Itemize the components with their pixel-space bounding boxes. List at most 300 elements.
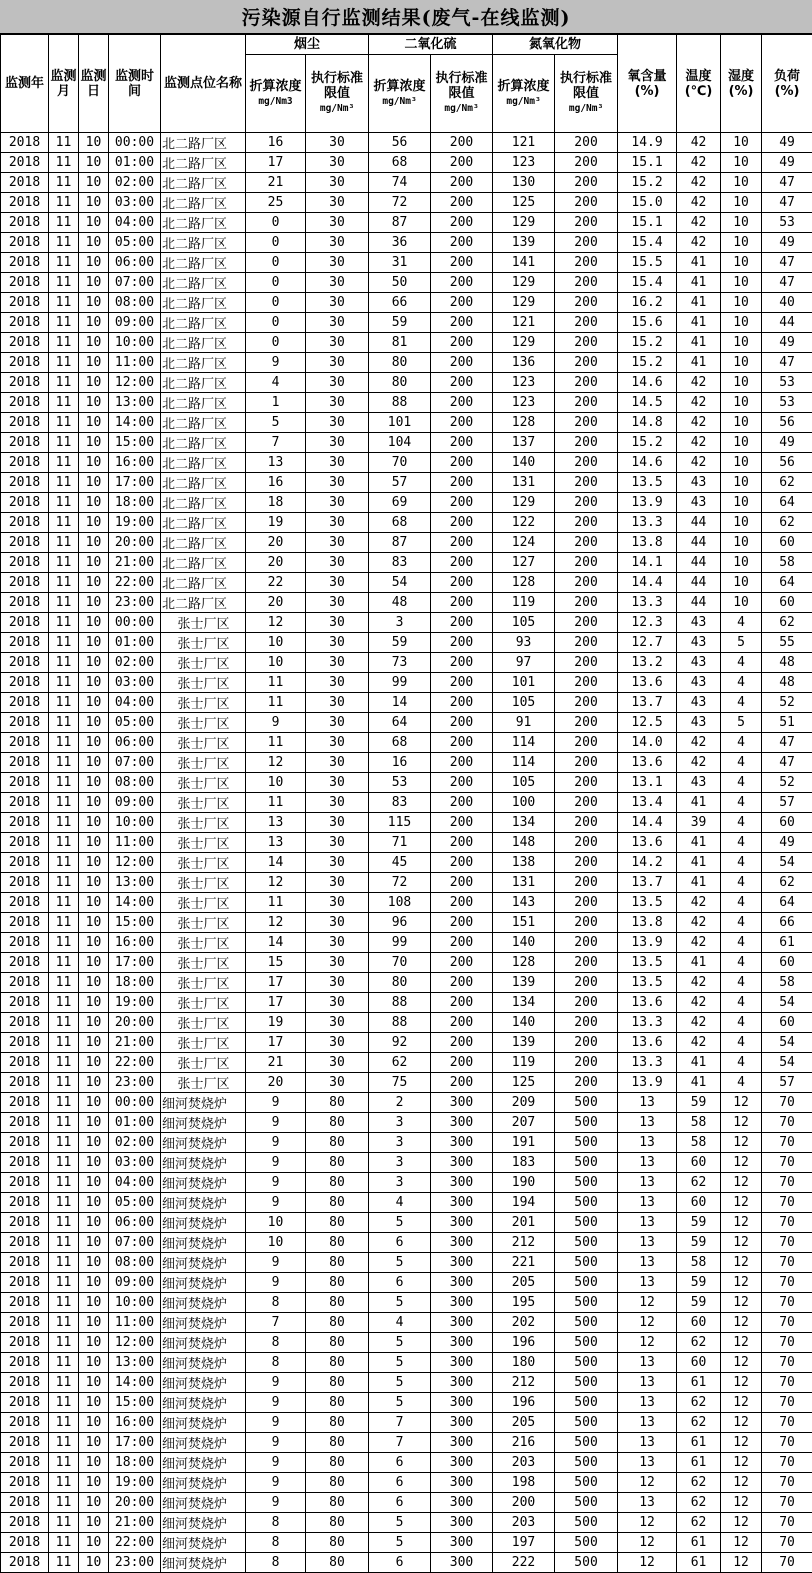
cell-temperature: 41	[677, 953, 721, 973]
cell-dust-conc: 11	[246, 733, 306, 753]
cell-dust-conc: 11	[246, 893, 306, 913]
cell-nox-limit: 200	[555, 253, 618, 273]
cell-nox-conc: 129	[493, 273, 555, 293]
cell-nox-limit: 200	[555, 153, 618, 173]
table-row	[1, 593, 812, 613]
cell-load: 62	[762, 873, 812, 893]
cell-so2-limit: 200	[431, 213, 493, 233]
cell-nox-limit: 500	[555, 1553, 618, 1573]
cell-load: 70	[762, 1133, 812, 1153]
cell-time: 10:00	[109, 813, 161, 833]
cell-so2-limit: 300	[431, 1373, 493, 1393]
cell-dust-conc: 9	[246, 1153, 306, 1173]
cell-year: 2018	[1, 213, 49, 233]
cell-nox-conc: 129	[493, 213, 555, 233]
cell-site: 张士厂区	[161, 873, 246, 893]
cell-humidity: 4	[721, 953, 762, 973]
cell-time: 05:00	[109, 233, 161, 253]
cell-site: 细河焚烧炉	[161, 1153, 246, 1173]
header-group-so2: 二氧化硫	[369, 35, 493, 55]
cell-oxygen: 12	[618, 1513, 677, 1533]
cell-month: 11	[49, 1273, 79, 1293]
cell-humidity: 4	[721, 673, 762, 693]
cell-so2-conc: 68	[369, 733, 431, 753]
cell-dust-conc: 16	[246, 133, 306, 153]
cell-dust-conc: 9	[246, 1113, 306, 1133]
cell-humidity: 4	[721, 1013, 762, 1033]
cell-dust-conc: 9	[246, 1253, 306, 1273]
cell-so2-limit: 200	[431, 733, 493, 753]
cell-humidity: 12	[721, 1413, 762, 1433]
cell-so2-limit: 200	[431, 513, 493, 533]
cell-so2-limit: 200	[431, 473, 493, 493]
cell-so2-conc: 50	[369, 273, 431, 293]
cell-load: 56	[762, 453, 812, 473]
cell-month: 11	[49, 1073, 79, 1093]
cell-temperature: 61	[677, 1533, 721, 1553]
cell-nox-limit: 500	[555, 1373, 618, 1393]
cell-so2-conc: 3	[369, 1133, 431, 1153]
cell-load: 54	[762, 853, 812, 873]
cell-nox-conc: 122	[493, 513, 555, 533]
cell-nox-conc: 123	[493, 153, 555, 173]
cell-so2-conc: 72	[369, 193, 431, 213]
cell-so2-limit: 200	[431, 873, 493, 893]
cell-time: 11:00	[109, 1313, 161, 1333]
cell-so2-limit: 200	[431, 333, 493, 353]
cell-nox-conc: 114	[493, 733, 555, 753]
cell-month: 11	[49, 853, 79, 873]
cell-so2-conc: 57	[369, 473, 431, 493]
cell-so2-conc: 5	[369, 1293, 431, 1313]
cell-oxygen: 15.2	[618, 333, 677, 353]
cell-so2-conc: 83	[369, 553, 431, 573]
cell-dust-conc: 17	[246, 973, 306, 993]
cell-temperature: 41	[677, 1073, 721, 1093]
table-row	[1, 513, 812, 533]
cell-day: 10	[79, 973, 109, 993]
cell-dust-conc: 14	[246, 933, 306, 953]
table-row	[1, 813, 812, 833]
cell-nox-conc: 200	[493, 1493, 555, 1513]
cell-month: 11	[49, 453, 79, 473]
cell-month: 11	[49, 313, 79, 333]
cell-humidity: 10	[721, 553, 762, 573]
cell-time: 01:00	[109, 153, 161, 173]
cell-nox-limit: 500	[555, 1213, 618, 1233]
cell-year: 2018	[1, 1233, 49, 1253]
cell-year: 2018	[1, 753, 49, 773]
cell-humidity: 10	[721, 573, 762, 593]
cell-site: 细河焚烧炉	[161, 1113, 246, 1133]
cell-year: 2018	[1, 193, 49, 213]
cell-nox-conc: 191	[493, 1133, 555, 1153]
cell-nox-conc: 136	[493, 353, 555, 373]
cell-dust-conc: 20	[246, 1073, 306, 1093]
cell-dust-conc: 0	[246, 333, 306, 353]
cell-temperature: 62	[677, 1493, 721, 1513]
cell-site: 细河焚烧炉	[161, 1353, 246, 1373]
cell-oxygen: 13	[618, 1213, 677, 1233]
cell-humidity: 12	[721, 1313, 762, 1333]
cell-nox-conc: 100	[493, 793, 555, 813]
cell-dust-limit: 80	[306, 1133, 369, 1153]
cell-site: 北二路厂区	[161, 213, 246, 233]
cell-temperature: 41	[677, 333, 721, 353]
cell-humidity: 4	[721, 753, 762, 773]
cell-time: 19:00	[109, 1473, 161, 1493]
cell-month: 11	[49, 253, 79, 273]
cell-dust-limit: 30	[306, 433, 369, 453]
cell-humidity: 12	[721, 1093, 762, 1113]
cell-month: 11	[49, 1293, 79, 1313]
cell-oxygen: 13.3	[618, 1053, 677, 1073]
cell-load: 57	[762, 1073, 812, 1093]
cell-site: 北二路厂区	[161, 533, 246, 553]
cell-load: 53	[762, 213, 812, 233]
cell-temperature: 42	[677, 753, 721, 773]
cell-day: 10	[79, 493, 109, 513]
cell-nox-conc: 141	[493, 253, 555, 273]
cell-month: 11	[49, 653, 79, 673]
cell-so2-conc: 73	[369, 653, 431, 673]
cell-day: 10	[79, 1193, 109, 1213]
cell-time: 21:00	[109, 1513, 161, 1533]
cell-site: 张士厂区	[161, 1013, 246, 1033]
cell-so2-conc: 56	[369, 133, 431, 153]
cell-nox-limit: 500	[555, 1253, 618, 1273]
cell-so2-limit: 200	[431, 1013, 493, 1033]
cell-so2-limit: 200	[431, 553, 493, 573]
cell-nox-conc: 134	[493, 993, 555, 1013]
cell-nox-limit: 200	[555, 953, 618, 973]
table-row	[1, 933, 812, 953]
table-row	[1, 213, 812, 233]
cell-time: 16:00	[109, 933, 161, 953]
cell-oxygen: 13	[618, 1453, 677, 1473]
cell-nox-conc: 190	[493, 1173, 555, 1193]
cell-nox-conc: 123	[493, 373, 555, 393]
cell-load: 60	[762, 953, 812, 973]
cell-dust-conc: 9	[246, 1413, 306, 1433]
table-row	[1, 853, 812, 873]
table-row	[1, 1353, 812, 1373]
cell-year: 2018	[1, 1273, 49, 1293]
sheet-title: 污染源自行监测结果(废气-在线监测)	[0, 0, 812, 34]
cell-nox-limit: 200	[555, 613, 618, 633]
cell-site: 张士厂区	[161, 913, 246, 933]
cell-month: 11	[49, 553, 79, 573]
cell-so2-conc: 80	[369, 373, 431, 393]
cell-dust-limit: 80	[306, 1413, 369, 1433]
cell-nox-limit: 200	[555, 473, 618, 493]
cell-load: 70	[762, 1353, 812, 1373]
cell-month: 11	[49, 193, 79, 213]
cell-humidity: 12	[721, 1453, 762, 1473]
cell-so2-conc: 99	[369, 933, 431, 953]
cell-time: 09:00	[109, 1273, 161, 1293]
cell-day: 10	[79, 273, 109, 293]
cell-dust-conc: 9	[246, 1093, 306, 1113]
cell-humidity: 4	[721, 653, 762, 673]
cell-oxygen: 15.2	[618, 353, 677, 373]
cell-day: 10	[79, 533, 109, 553]
cell-so2-limit: 300	[431, 1353, 493, 1373]
cell-humidity: 10	[721, 173, 762, 193]
cell-month: 11	[49, 1173, 79, 1193]
header-humidity: 湿度(%)	[721, 35, 762, 133]
cell-humidity: 4	[721, 913, 762, 933]
cell-so2-conc: 80	[369, 353, 431, 373]
cell-humidity: 10	[721, 193, 762, 213]
cell-site: 张士厂区	[161, 653, 246, 673]
cell-humidity: 4	[721, 1073, 762, 1093]
cell-nox-conc: 183	[493, 1153, 555, 1173]
cell-so2-limit: 300	[431, 1153, 493, 1173]
table-row	[1, 1473, 812, 1493]
cell-site: 北二路厂区	[161, 233, 246, 253]
cell-dust-conc: 10	[246, 1213, 306, 1233]
cell-nox-conc: 140	[493, 453, 555, 473]
cell-site: 北二路厂区	[161, 193, 246, 213]
table-row	[1, 1173, 812, 1193]
cell-month: 11	[49, 1493, 79, 1513]
cell-dust-conc: 21	[246, 1053, 306, 1073]
table-row	[1, 1013, 812, 1033]
cell-temperature: 60	[677, 1153, 721, 1173]
cell-temperature: 42	[677, 453, 721, 473]
cell-humidity: 12	[721, 1213, 762, 1233]
cell-day: 10	[79, 713, 109, 733]
cell-load: 47	[762, 753, 812, 773]
cell-nox-limit: 200	[555, 453, 618, 473]
cell-site: 北二路厂区	[161, 293, 246, 313]
cell-dust-conc: 12	[246, 873, 306, 893]
cell-temperature: 42	[677, 433, 721, 453]
cell-humidity: 12	[721, 1133, 762, 1153]
cell-oxygen: 15.1	[618, 213, 677, 233]
cell-time: 09:00	[109, 793, 161, 813]
cell-nox-conc: 151	[493, 913, 555, 933]
cell-day: 10	[79, 813, 109, 833]
cell-nox-conc: 123	[493, 393, 555, 413]
cell-so2-limit: 200	[431, 573, 493, 593]
cell-site: 细河焚烧炉	[161, 1193, 246, 1213]
cell-humidity: 4	[721, 1053, 762, 1073]
cell-dust-limit: 80	[306, 1533, 369, 1553]
cell-oxygen: 13.9	[618, 1073, 677, 1093]
cell-so2-conc: 80	[369, 973, 431, 993]
cell-year: 2018	[1, 173, 49, 193]
header-dust-limit-label: 执行标准限值	[306, 71, 368, 101]
cell-dust-limit: 30	[306, 253, 369, 273]
cell-load: 44	[762, 313, 812, 333]
cell-dust-conc: 25	[246, 193, 306, 213]
cell-nox-conc: 139	[493, 233, 555, 253]
cell-year: 2018	[1, 1373, 49, 1393]
cell-day: 10	[79, 1493, 109, 1513]
cell-day: 10	[79, 393, 109, 413]
table-row	[1, 333, 812, 353]
table-row	[1, 1073, 812, 1093]
cell-so2-limit: 300	[431, 1493, 493, 1513]
cell-so2-limit: 200	[431, 893, 493, 913]
cell-humidity: 10	[721, 473, 762, 493]
cell-oxygen: 14.1	[618, 553, 677, 573]
cell-dust-limit: 30	[306, 633, 369, 653]
cell-time: 22:00	[109, 1053, 161, 1073]
cell-site: 张士厂区	[161, 933, 246, 953]
cell-load: 51	[762, 713, 812, 733]
cell-so2-conc: 99	[369, 673, 431, 693]
cell-year: 2018	[1, 1533, 49, 1553]
cell-day: 10	[79, 1333, 109, 1353]
cell-site: 北二路厂区	[161, 373, 246, 393]
cell-oxygen: 13.5	[618, 893, 677, 913]
cell-humidity: 10	[721, 293, 762, 313]
cell-humidity: 4	[721, 933, 762, 953]
cell-dust-conc: 8	[246, 1333, 306, 1353]
cell-dust-conc: 17	[246, 1033, 306, 1053]
cell-day: 10	[79, 1213, 109, 1233]
cell-year: 2018	[1, 1493, 49, 1513]
cell-time: 02:00	[109, 653, 161, 673]
cell-so2-limit: 200	[431, 1073, 493, 1093]
cell-temperature: 58	[677, 1113, 721, 1133]
table-row	[1, 893, 812, 913]
cell-nox-conc: 139	[493, 973, 555, 993]
cell-so2-conc: 92	[369, 1033, 431, 1053]
cell-dust-limit: 80	[306, 1213, 369, 1233]
cell-so2-limit: 200	[431, 293, 493, 313]
cell-dust-limit: 30	[306, 913, 369, 933]
cell-humidity: 10	[721, 413, 762, 433]
cell-temperature: 42	[677, 233, 721, 253]
cell-site: 北二路厂区	[161, 393, 246, 413]
cell-year: 2018	[1, 1033, 49, 1053]
cell-time: 18:00	[109, 1453, 161, 1473]
table-row	[1, 573, 812, 593]
cell-site: 北二路厂区	[161, 453, 246, 473]
cell-nox-limit: 200	[555, 193, 618, 213]
cell-so2-conc: 16	[369, 753, 431, 773]
cell-so2-limit: 300	[431, 1433, 493, 1453]
cell-nox-conc: 121	[493, 313, 555, 333]
cell-dust-limit: 30	[306, 193, 369, 213]
cell-temperature: 42	[677, 153, 721, 173]
table-row	[1, 153, 812, 173]
cell-temperature: 61	[677, 1453, 721, 1473]
cell-dust-conc: 8	[246, 1533, 306, 1553]
cell-year: 2018	[1, 593, 49, 613]
cell-oxygen: 13	[618, 1093, 677, 1113]
cell-so2-conc: 5	[369, 1373, 431, 1393]
cell-day: 10	[79, 1133, 109, 1153]
cell-dust-conc: 17	[246, 153, 306, 173]
cell-year: 2018	[1, 133, 49, 153]
cell-oxygen: 14.6	[618, 373, 677, 393]
cell-dust-limit: 30	[306, 833, 369, 853]
cell-nox-limit: 500	[555, 1413, 618, 1433]
cell-load: 49	[762, 833, 812, 853]
cell-so2-limit: 300	[431, 1133, 493, 1153]
cell-day: 10	[79, 833, 109, 853]
cell-humidity: 4	[721, 873, 762, 893]
cell-nox-conc: 201	[493, 1213, 555, 1233]
cell-humidity: 10	[721, 533, 762, 553]
cell-load: 54	[762, 993, 812, 1013]
cell-time: 20:00	[109, 533, 161, 553]
cell-dust-conc: 16	[246, 473, 306, 493]
cell-load: 70	[762, 1313, 812, 1333]
cell-nox-limit: 200	[555, 513, 618, 533]
cell-so2-conc: 7	[369, 1433, 431, 1453]
cell-dust-limit: 80	[306, 1313, 369, 1333]
cell-day: 10	[79, 1433, 109, 1453]
cell-site: 北二路厂区	[161, 473, 246, 493]
cell-oxygen: 13	[618, 1233, 677, 1253]
cell-site: 张士厂区	[161, 973, 246, 993]
cell-year: 2018	[1, 293, 49, 313]
cell-temperature: 44	[677, 533, 721, 553]
cell-humidity: 12	[721, 1533, 762, 1553]
cell-load: 49	[762, 333, 812, 353]
cell-time: 00:00	[109, 1093, 161, 1113]
cell-day: 10	[79, 1173, 109, 1193]
cell-time: 01:00	[109, 1113, 161, 1133]
cell-humidity: 12	[721, 1333, 762, 1353]
header-time: 监测时间	[109, 35, 161, 133]
cell-year: 2018	[1, 1133, 49, 1153]
cell-nox-conc: 128	[493, 413, 555, 433]
cell-temperature: 62	[677, 1413, 721, 1433]
cell-day: 10	[79, 653, 109, 673]
cell-year: 2018	[1, 853, 49, 873]
table-row	[1, 313, 812, 333]
cell-oxygen: 13.7	[618, 693, 677, 713]
cell-time: 12:00	[109, 373, 161, 393]
cell-time: 22:00	[109, 573, 161, 593]
cell-time: 21:00	[109, 553, 161, 573]
cell-nox-limit: 200	[555, 673, 618, 693]
cell-month: 11	[49, 913, 79, 933]
cell-so2-conc: 81	[369, 333, 431, 353]
cell-so2-conc: 88	[369, 993, 431, 1013]
cell-nox-conc: 196	[493, 1393, 555, 1413]
cell-load: 60	[762, 1013, 812, 1033]
cell-temperature: 58	[677, 1253, 721, 1273]
cell-temperature: 42	[677, 373, 721, 393]
cell-so2-limit: 200	[431, 533, 493, 553]
cell-site: 北二路厂区	[161, 493, 246, 513]
cell-site: 北二路厂区	[161, 573, 246, 593]
cell-site: 张士厂区	[161, 673, 246, 693]
cell-so2-conc: 5	[369, 1533, 431, 1553]
table-row	[1, 913, 812, 933]
cell-load: 47	[762, 193, 812, 213]
cell-time: 16:00	[109, 453, 161, 473]
cell-so2-conc: 4	[369, 1313, 431, 1333]
cell-so2-conc: 70	[369, 953, 431, 973]
cell-so2-conc: 59	[369, 313, 431, 333]
cell-dust-conc: 10	[246, 653, 306, 673]
cell-oxygen: 13.6	[618, 673, 677, 693]
cell-nox-conc: 222	[493, 1553, 555, 1573]
cell-time: 10:00	[109, 1293, 161, 1313]
table-row	[1, 133, 812, 153]
cell-month: 11	[49, 1153, 79, 1173]
cell-oxygen: 12	[618, 1313, 677, 1333]
